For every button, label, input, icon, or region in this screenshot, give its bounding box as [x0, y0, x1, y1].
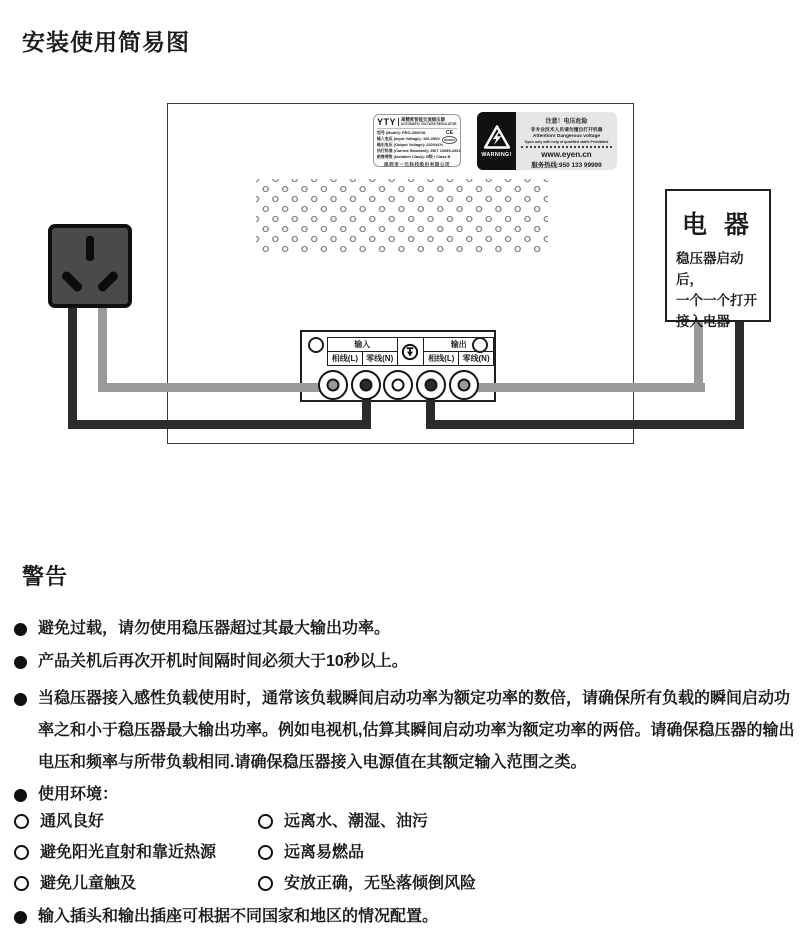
- warning-item: [14, 784, 118, 806]
- power-plug-icon: [48, 224, 132, 308]
- input-live-wire: [98, 383, 338, 392]
- warning-line-cn: 非专业技术人员请勿擅自打开机器: [530, 128, 603, 133]
- service-hotline: 服务热线:950 133 99999: [531, 162, 602, 169]
- environment-item: [258, 873, 476, 895]
- terminal-pin: [392, 379, 405, 392]
- environment-text: 安放正确，无坠落倾倒风险: [284, 875, 477, 892]
- environment-text: 远离易燃品: [284, 844, 365, 861]
- terminal-output-live: [416, 370, 446, 400]
- terminal-input-neutral: [351, 370, 381, 400]
- appliance-title: 电 器: [682, 211, 754, 239]
- circle-bullet-icon: [14, 814, 29, 829]
- footer-text: 输入插头和输出插座可根据不同国家和地区的情况配置。: [38, 908, 439, 925]
- output-neutral-wire: [459, 383, 705, 392]
- terminal-output-neutral: [449, 370, 479, 400]
- ce-mark: CE: [446, 130, 453, 136]
- environment-item: [14, 842, 216, 864]
- warning-line-en: Open only with help of qualified staffs Prohibited: [524, 140, 609, 144]
- plug-pin: [60, 270, 83, 293]
- warning-triangle-icon: [483, 124, 511, 150]
- warning-label-black-panel: [477, 112, 516, 170]
- product-label-header: [377, 117, 457, 129]
- terminal-ground: [383, 370, 413, 400]
- warning-line-cn: 注意！电压危险: [545, 119, 588, 125]
- terminal-pin: [327, 379, 340, 392]
- high-voltage-warning-label: [477, 112, 617, 170]
- terminal-input-live: [318, 370, 348, 400]
- warning-heading: 警告: [22, 564, 69, 589]
- terminal-pin: [458, 379, 471, 392]
- warning-text: 避免过载，请勿使用稳压器超过其最大输出功率。: [38, 620, 391, 637]
- warning-item: [14, 651, 408, 673]
- environment-text: 通风良好: [40, 813, 105, 830]
- circle-bullet-icon: [258, 814, 273, 829]
- page-title: 安装使用简易图: [22, 29, 190, 55]
- product-name-en: AUTOMATIC VOLTAGE REGULATOR: [401, 121, 457, 126]
- brand-logo: YTY: [377, 117, 397, 127]
- terminal-label-table: [327, 337, 494, 366]
- output-live-wire: [735, 318, 744, 429]
- screw-hole: [308, 337, 324, 353]
- appliance-note-line: 稳压器启动后，: [676, 251, 744, 287]
- input-neutral-wire: [68, 298, 77, 429]
- plug-pin: [96, 270, 119, 293]
- environment-text: 避免阳光直射和靠近热源: [40, 844, 217, 861]
- warning-item: [14, 688, 798, 779]
- output-neutral-label: 零线(N): [459, 352, 494, 366]
- terminal-pin: [360, 379, 373, 392]
- warning-line-en: Attention! Dangerous voltage: [532, 134, 601, 139]
- ground-cell: [397, 338, 424, 366]
- warning-word: WARNING!: [481, 152, 512, 158]
- circle-bullet-icon: [258, 845, 273, 860]
- input-live-label: 相线(L): [328, 352, 363, 366]
- warning-label-text-panel: [516, 112, 617, 170]
- spec-line: 绝缘等级 (Isolation Class): B级 / Class B: [377, 154, 451, 160]
- environment-text: 避免儿童触及: [40, 875, 137, 892]
- bullet-icon: [14, 911, 27, 924]
- company-name: 深圳市一元科技股份有限公司: [383, 162, 451, 168]
- circle-bullet-icon: [14, 845, 29, 860]
- dotted-divider: [521, 146, 612, 148]
- appliance-note-line: 一个一个打开: [676, 292, 757, 308]
- footer-note: [14, 906, 438, 928]
- input-header: 输入: [328, 338, 398, 352]
- environment-item: [258, 842, 364, 864]
- circle-bullet-icon: [14, 876, 29, 891]
- environment-item: [14, 811, 104, 833]
- environment-item: [14, 873, 136, 895]
- spec-line: 输出电压 (Output Voltage): 220V±2%: [377, 142, 444, 148]
- iso-badge: ISO9001: [443, 138, 455, 142]
- plug-pin: [86, 236, 94, 261]
- product-name-cn: 高精度智能交流稳压器: [401, 117, 445, 123]
- website: www.eyen.cn: [541, 150, 592, 159]
- terminal-pin: [425, 379, 438, 392]
- warning-text: 产品关机后再次开机时间隔时间必须大于10秒以上。: [38, 653, 408, 670]
- warning-text: 当稳压器接入感性负载使用时，通常该负载瞬间启动功率为额定功率的数倍，请确保所有负载的瞬间启动功率之和小于稳压器最大输出功率。例如电视机,估算其瞬间启动功率为额定功率的两倍。请确保稳压器的输出电压和频率与所带负载相同.请确保稳压器接入电源值在其额定输入范围之类。: [38, 690, 795, 771]
- output-live-wire: [426, 420, 744, 429]
- warning-item: [14, 618, 390, 640]
- bullet-icon: [14, 789, 27, 802]
- output-header: 输出: [424, 338, 494, 352]
- spec-line: 执行标准 (Carried Standard): JB/T 10089-2001: [377, 148, 461, 154]
- ventilation-holes: [256, 179, 548, 253]
- spec-line: 型号 (Model): PRO-2000VA: [377, 130, 426, 135]
- cert-marks: [442, 130, 457, 144]
- appliance-note-line: 接入电器: [676, 313, 730, 329]
- environment-text: 远离水、潮湿、油污: [284, 813, 429, 830]
- spec-line: 输入电压 (Input Voltage): 100-250V: [377, 136, 440, 142]
- bullet-icon: [14, 656, 27, 669]
- divider: [398, 118, 399, 126]
- product-rating-label: [373, 114, 461, 167]
- appliance-box: [665, 189, 771, 329]
- warning-text: 使用环境：: [38, 786, 119, 803]
- input-neutral-wire: [68, 420, 371, 429]
- circle-bullet-icon: [258, 876, 273, 891]
- input-live-wire: [98, 298, 107, 392]
- environment-item: [258, 811, 428, 833]
- ground-icon: [401, 343, 419, 361]
- bullet-icon: [14, 623, 27, 636]
- output-live-label: 相线(L): [424, 352, 459, 366]
- input-neutral-label: 零线(N): [362, 352, 397, 366]
- bullet-icon: [14, 693, 27, 706]
